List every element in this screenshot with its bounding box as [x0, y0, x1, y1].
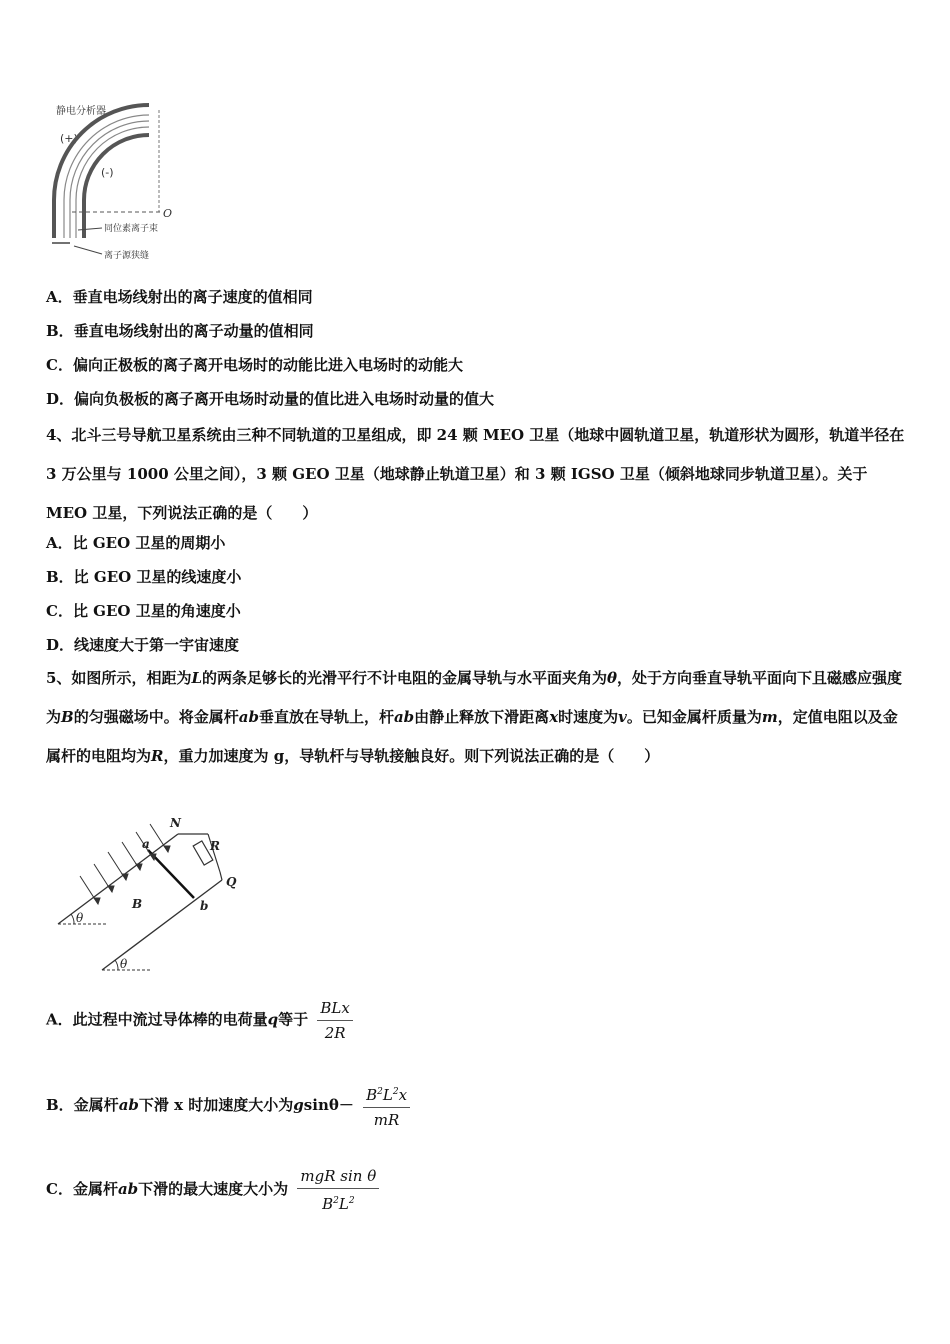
q4-option-b: B．比 GEO 卫星的线速度小 — [46, 568, 242, 586]
fig2-label-q: Q — [226, 875, 237, 889]
angle-arc-2 — [115, 960, 118, 970]
q3-option-d: D．偏向负极板的离子离开电场时动量的值比进入电场时动量的值大 — [46, 390, 495, 408]
inclined-rails-figure — [50, 812, 250, 978]
arrow1 — [78, 228, 102, 230]
fig1-minus-label: (-) — [101, 166, 114, 179]
q5-c-fraction: $\frac{\text{mgR sin θ}}{B^2L^2}$ — [297, 1166, 379, 1214]
fig1-title: 静电分析器 — [56, 106, 106, 117]
q5-option-c: C．金属杆ab下滑的最大速度大小为 $\frac{\text{mgR sin θ}}{B^2L^2}$ — [46, 1166, 379, 1214]
fig2-label-b-field: B — [132, 897, 143, 911]
q5-b-fraction: $\frac{B^2L^2x}{mR}$ — [363, 1082, 410, 1130]
field-arrows — [80, 824, 170, 904]
fig2-theta-1: θ — [76, 911, 84, 925]
q3-option-a: A．垂直电场线射出的离子速度的值相同 — [46, 288, 313, 306]
fig2-label-b: b — [200, 899, 209, 913]
fig2-theta-2: θ — [120, 957, 128, 971]
q5-option-b: B．金属杆ab下滑 x 时加速度大小为gsinθ－ $\frac{B^2L^2x}{mR}$ — [46, 1082, 410, 1130]
angle-arc-1 — [71, 914, 74, 924]
electrostatic-analyzer-figure — [44, 100, 194, 270]
q4-option-c: C．比 GEO 卫星的角速度小 — [46, 602, 241, 620]
q4-option-a: A．比 GEO 卫星的周期小 — [46, 534, 226, 552]
q5-option-a: A．此过程中流过导体棒的电荷量q等于 $\frac{\text{BLx}}{2R}$ — [46, 998, 353, 1043]
q4-stem: 4、北斗三号导航卫星系统由三种不同轨道的卫星组成，即 24 颗 MEO 卫星（地球中圆轨道卫星，轨道形状为圆形，轨道半径在 3 万公里与 1000 公里之间），3 颗 GEO 卫星（地球静止轨道卫星）和 3 颗 IGSO 卫星（倾斜地球同步轨道卫星）。关于 MEO 卫星，下列说法正确的是（ ） — [46, 426, 905, 522]
q3-option-b: B．垂直电场线射出的离子动量的值相同 — [46, 322, 314, 340]
fig2-label-r: R — [210, 839, 220, 853]
q3-option-c: C．偏向正极板的离子离开电场时的动能比进入电场时的动能大 — [46, 356, 463, 374]
inner-plate — [84, 135, 149, 238]
fig1-label-slit: 离子源狭缝 — [104, 251, 150, 261]
q4-option-d: D．线速度大于第一宇宙速度 — [46, 636, 240, 654]
fig2-label-a: a — [142, 837, 150, 851]
q5-stem: 5、如图所示，相距为L的两条足够长的光滑平行不计电阻的金属导轨与水平面夹角为θ，处于方向垂直导轨平面向下且磁感应强度为B的匀强磁场中。将金属杆ab垂直放在导轨上，杆ab由静止释放下滑距离x时速度为v。已知金属杆质量为m，定值电阻以及金属杆的电阻均为R，重力加速度为 g，导轨杆与导轨接触良好。则下列说法正确的是（ ） — [46, 669, 903, 765]
fig1-label-beam: 同位素离子束 — [104, 224, 159, 234]
fig1-point-o: O — [163, 207, 173, 220]
end-wire-3 — [220, 872, 222, 880]
q5-a-fraction: $\frac{\text{BLx}}{2R}$ — [317, 998, 352, 1043]
fig2-label-n: N — [170, 816, 181, 830]
fig1-plus-label: (+) — [60, 132, 78, 145]
arrow2 — [74, 246, 102, 254]
